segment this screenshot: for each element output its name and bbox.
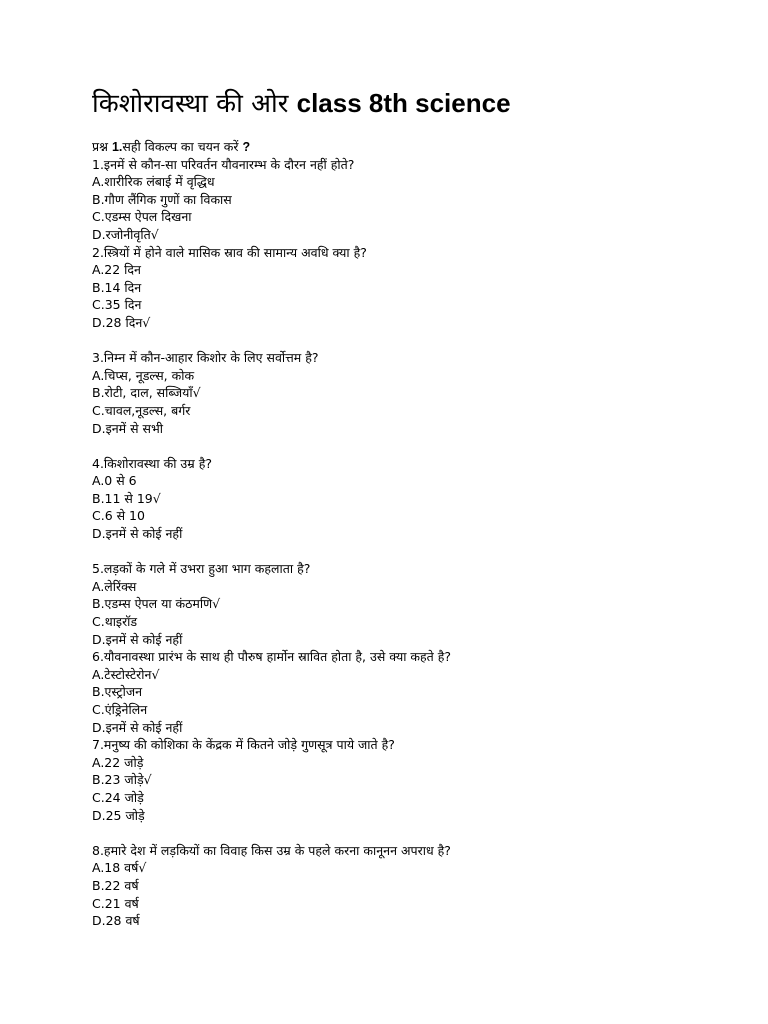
answer-option: A.18 वर्ष√ — [92, 860, 147, 876]
blank-line — [92, 543, 732, 561]
answer-option: C.एडम्स ऐपल दिखना — [92, 209, 192, 225]
answer-option: D.28 दिन√ — [92, 314, 151, 330]
question-text: 6.यौवनावस्था प्रारंभ के साथ ही पौरुष हार्मोन स्रावित होता है, उसे क्या कहते है? — [92, 649, 452, 665]
answer-option: A.22 दिन — [92, 262, 141, 278]
title-hindi: किशोरावस्था की ओर — [92, 89, 289, 119]
answer-option: B.11 से 19√ — [92, 490, 161, 506]
answer-option: A.चिप्स, नूडल्स, कोक — [92, 367, 195, 383]
question-text: 3.निम्न में कौन-आहार किशोर के लिए सर्वोत्तम है? — [92, 350, 319, 366]
answer-option: B.22 वर्ष — [92, 877, 139, 893]
answer-option: D.इनमें से कोई नहीं — [92, 719, 183, 735]
section-heading-prefix: प्रश्न — [92, 139, 108, 154]
answer-option: C.थाइरॉड — [92, 614, 138, 630]
answer-option: D.इनमें से सभी — [92, 420, 164, 436]
answer-option: B.रोटी, दाल, सब्जियाँ√ — [92, 385, 201, 401]
question-text: 2.स्त्रियों में होने वाले मासिक स्राव की सामान्य अवधि क्या है? — [92, 244, 367, 260]
answer-option: D.इनमें से कोई नहीं — [92, 526, 183, 542]
section-heading-number: 1. — [111, 140, 123, 154]
answer-option: B.23 जोड़े√ — [92, 772, 152, 788]
answer-option: C.24 जोड़े — [92, 789, 144, 805]
answer-option: A.टेस्टोस्टेरोन√ — [92, 666, 160, 682]
question-text: 1.इनमें से कौन-सा परिवर्तन यौवनारम्भ के दौरन नहीं होते? — [92, 156, 355, 172]
answer-option: C.6 से 10 — [92, 508, 145, 524]
page-title — [92, 84, 511, 123]
answer-option: D.इनमें से कोई नहीं — [92, 631, 183, 647]
answer-option: D.रजोनीवृति√ — [92, 226, 159, 242]
question-text: 5.लड़कों के गले में उभरा हुआ भाग कहलाता है? — [92, 561, 311, 577]
question-text: 8.हमारे देश में लड़कियों का विवाह किस उम्र के पहले करना कानूनन अपराध है? — [92, 842, 451, 858]
blank-line — [92, 824, 732, 842]
section-heading-mark: ? — [242, 140, 251, 154]
answer-option: C.35 दिन — [92, 297, 142, 313]
answer-option: A.लेरिंक्स — [92, 578, 137, 594]
blank-line — [92, 332, 732, 350]
blank-line — [92, 437, 732, 455]
answer-option: A.22 जोड़े — [92, 754, 144, 770]
answer-option: A.0 से 6 — [92, 473, 137, 489]
question-list — [92, 138, 732, 930]
section-heading — [92, 138, 732, 156]
title-english: class 8th science — [296, 88, 511, 118]
answer-option: C.एंड्रिनेलिन — [92, 702, 148, 717]
answer-option: B.एस्ट्रोजन — [92, 684, 143, 700]
answer-option: D.25 जोड़े — [92, 807, 145, 823]
answer-option: D.28 वर्ष — [92, 913, 140, 929]
answer-option: A.शारीरिक लंबाई में वृद्धिध — [92, 174, 215, 190]
answer-option: C.चावल,नूडल्स, बर्गर — [92, 402, 191, 418]
answer-option: C.21 वर्ष — [92, 895, 139, 911]
answer-option: B.14 दिन — [92, 279, 142, 295]
question-text: 4.किशोरावस्था की उम्र है? — [92, 455, 212, 471]
answer-option: B.गौण लैंगिक गुणों का विकास — [92, 191, 232, 207]
section-heading-text: सही विकल्प का चयन करें — [122, 139, 239, 154]
question-text: 7.मनुष्य की कोशिका के केंद्रक में कितने जोड़े गुणसूत्र पाये जाते है? — [92, 737, 395, 753]
answer-option: B.एडम्स ऐपल या कंठमणि√ — [92, 596, 221, 612]
